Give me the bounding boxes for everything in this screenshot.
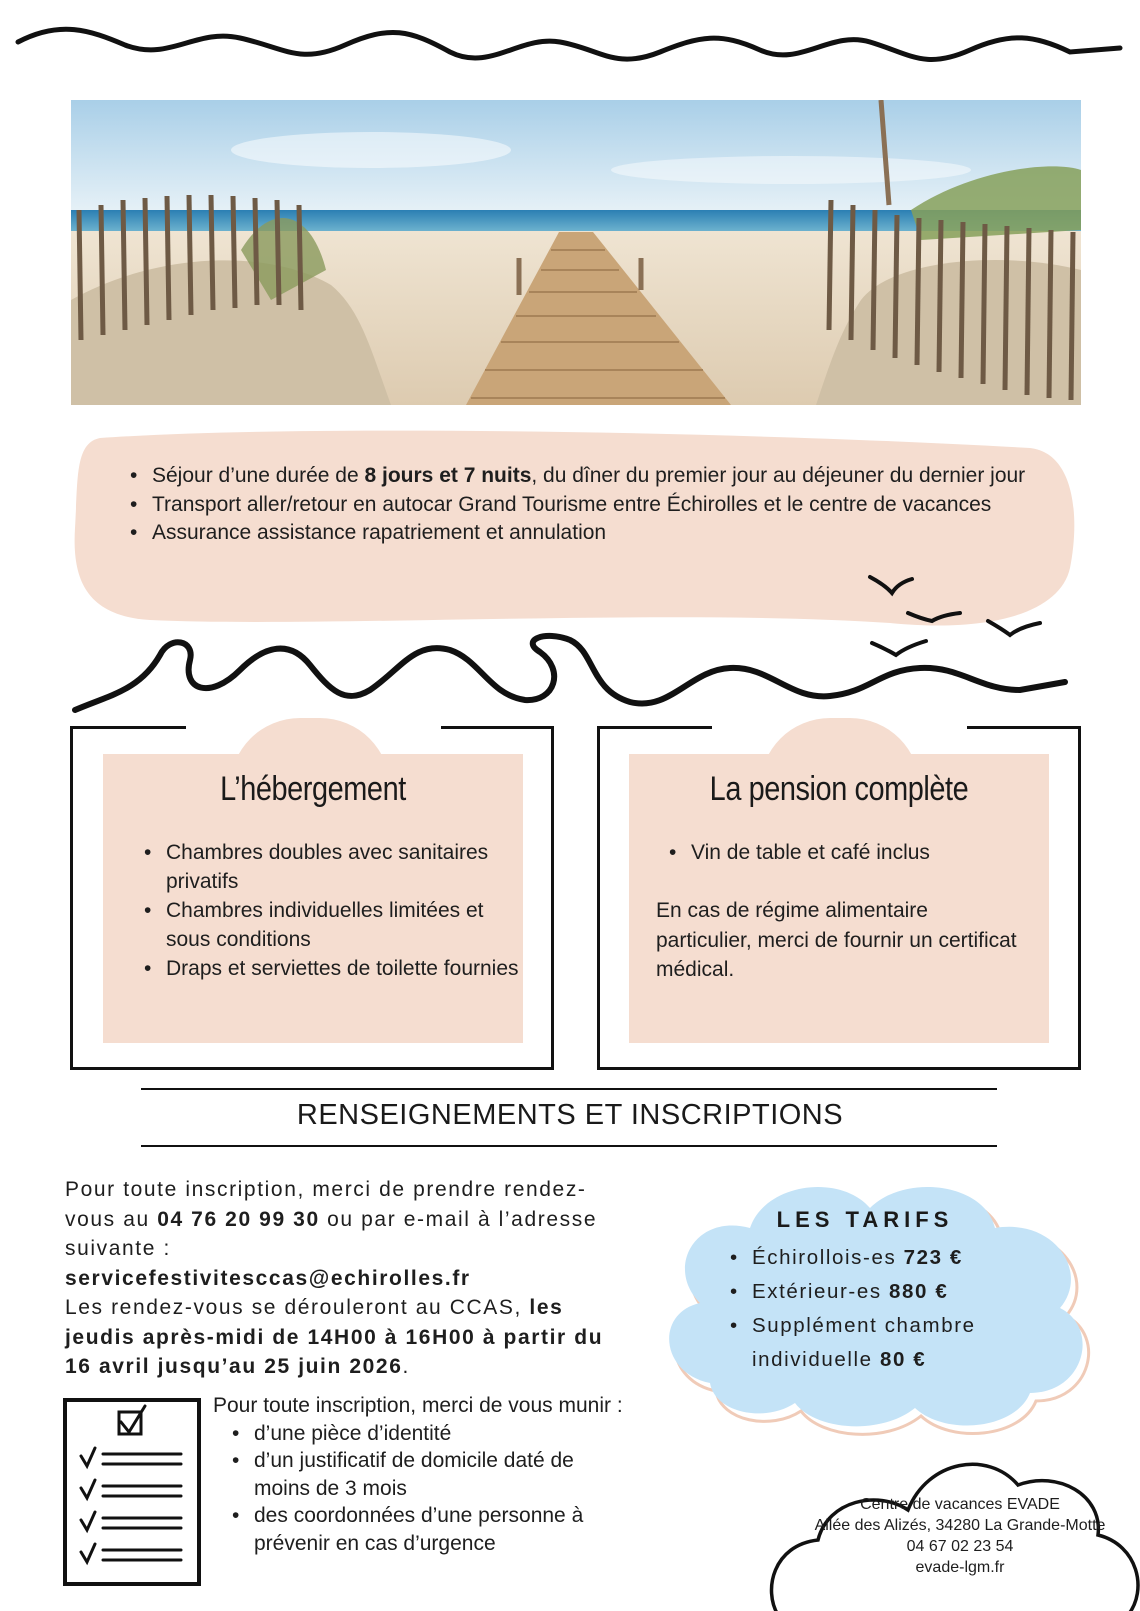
beach-boardwalk-photo bbox=[71, 100, 1081, 405]
documents-section bbox=[213, 1392, 633, 1557]
section-rule-top bbox=[141, 1088, 997, 1090]
checklist-icon bbox=[63, 1398, 203, 1588]
mid-wave-decoration bbox=[70, 630, 1070, 720]
board-list bbox=[665, 838, 1035, 867]
address-block bbox=[780, 1494, 1140, 1578]
board-title: La pension complète bbox=[709, 770, 969, 808]
list-item: • d’une pièce d’identité bbox=[230, 1420, 633, 1448]
intro-item: • Séjour d’une durée de 8 jours et 7 nuits, du dîner du premier jour au déjeuner du dernier jour bbox=[128, 462, 1048, 491]
tarif-item: • Échirollois-es 723 € bbox=[728, 1241, 1048, 1275]
address-street: Allée des Alizés, 34280 La Grande-Motte bbox=[814, 1517, 1106, 1534]
intro-item: • Assurance assistance rapatriement et annulation bbox=[128, 519, 1048, 548]
list-item: • Draps et serviettes de toilette fournies bbox=[144, 957, 519, 980]
address-name: Centre de vacances EVADE bbox=[860, 1496, 1060, 1513]
section-title: RENSEIGNEMENTS ET INSCRIPTIONS bbox=[296, 1099, 844, 1131]
documents-list bbox=[230, 1420, 633, 1558]
address-phone: 04 67 02 23 54 bbox=[906, 1538, 1014, 1555]
documents-intro: Pour toute inscription, merci de vous munir : bbox=[213, 1394, 623, 1417]
schedule: les jeudis après-midi de 14H00 à 16H00 à partir du 16 avril jusqu’au 25 juin 2026 bbox=[65, 1296, 604, 1378]
tarif-item: • Extérieur-es 880 € bbox=[728, 1275, 1048, 1309]
intro-list bbox=[128, 462, 1048, 548]
list-item: • Chambres individuelles limitées et sous conditions bbox=[144, 899, 484, 951]
list-item: • d’un justificatif de domicile daté de moins de 3 mois bbox=[230, 1447, 633, 1502]
address-website[interactable]: evade-lgm.fr bbox=[915, 1559, 1005, 1576]
list-item: • des coordonnées d’une personne à prévenir en cas d’urgence bbox=[230, 1502, 633, 1557]
list-item: • Chambres doubles avec sanitaires privatifs bbox=[144, 841, 489, 893]
top-wave-decoration bbox=[0, 0, 1140, 90]
contact-paragraph: Pour toute inscription, merci de prendre rendez-vous au 04 76 20 99 30 ou par e-mail à l’adresse suivante : servicefestivitesccas@echirolles.fr Les rendez-vous se dérouleront au CCAS, les jeudis après-midi de 14H00 à 16H00 à partir du 16 avril jusqu’au 25 juin 2026. bbox=[65, 1178, 604, 1378]
board-note: En cas de régime alimentaire particulier, merci de fournir un certificat médical. bbox=[656, 899, 1017, 981]
tarif-item: • Supplément chambre individuelle 80 € bbox=[728, 1309, 1048, 1377]
contact-phone: 04 76 20 99 30 bbox=[157, 1207, 320, 1231]
intro-item: • Transport aller/retour en autocar Grand Tourisme entre Échirolles et le centre de vacances bbox=[128, 491, 1048, 520]
accommodation-list bbox=[140, 838, 520, 983]
list-item: • Vin de table et café inclus bbox=[669, 841, 930, 864]
tarifs-title: LES TARIFS bbox=[776, 1207, 954, 1232]
accommodation-title: L’hébergement bbox=[220, 770, 406, 808]
tarifs-list bbox=[728, 1241, 1048, 1377]
contact-email[interactable]: servicefestivitesccas@echirolles.fr bbox=[65, 1266, 471, 1290]
section-rule-bottom bbox=[141, 1145, 997, 1147]
